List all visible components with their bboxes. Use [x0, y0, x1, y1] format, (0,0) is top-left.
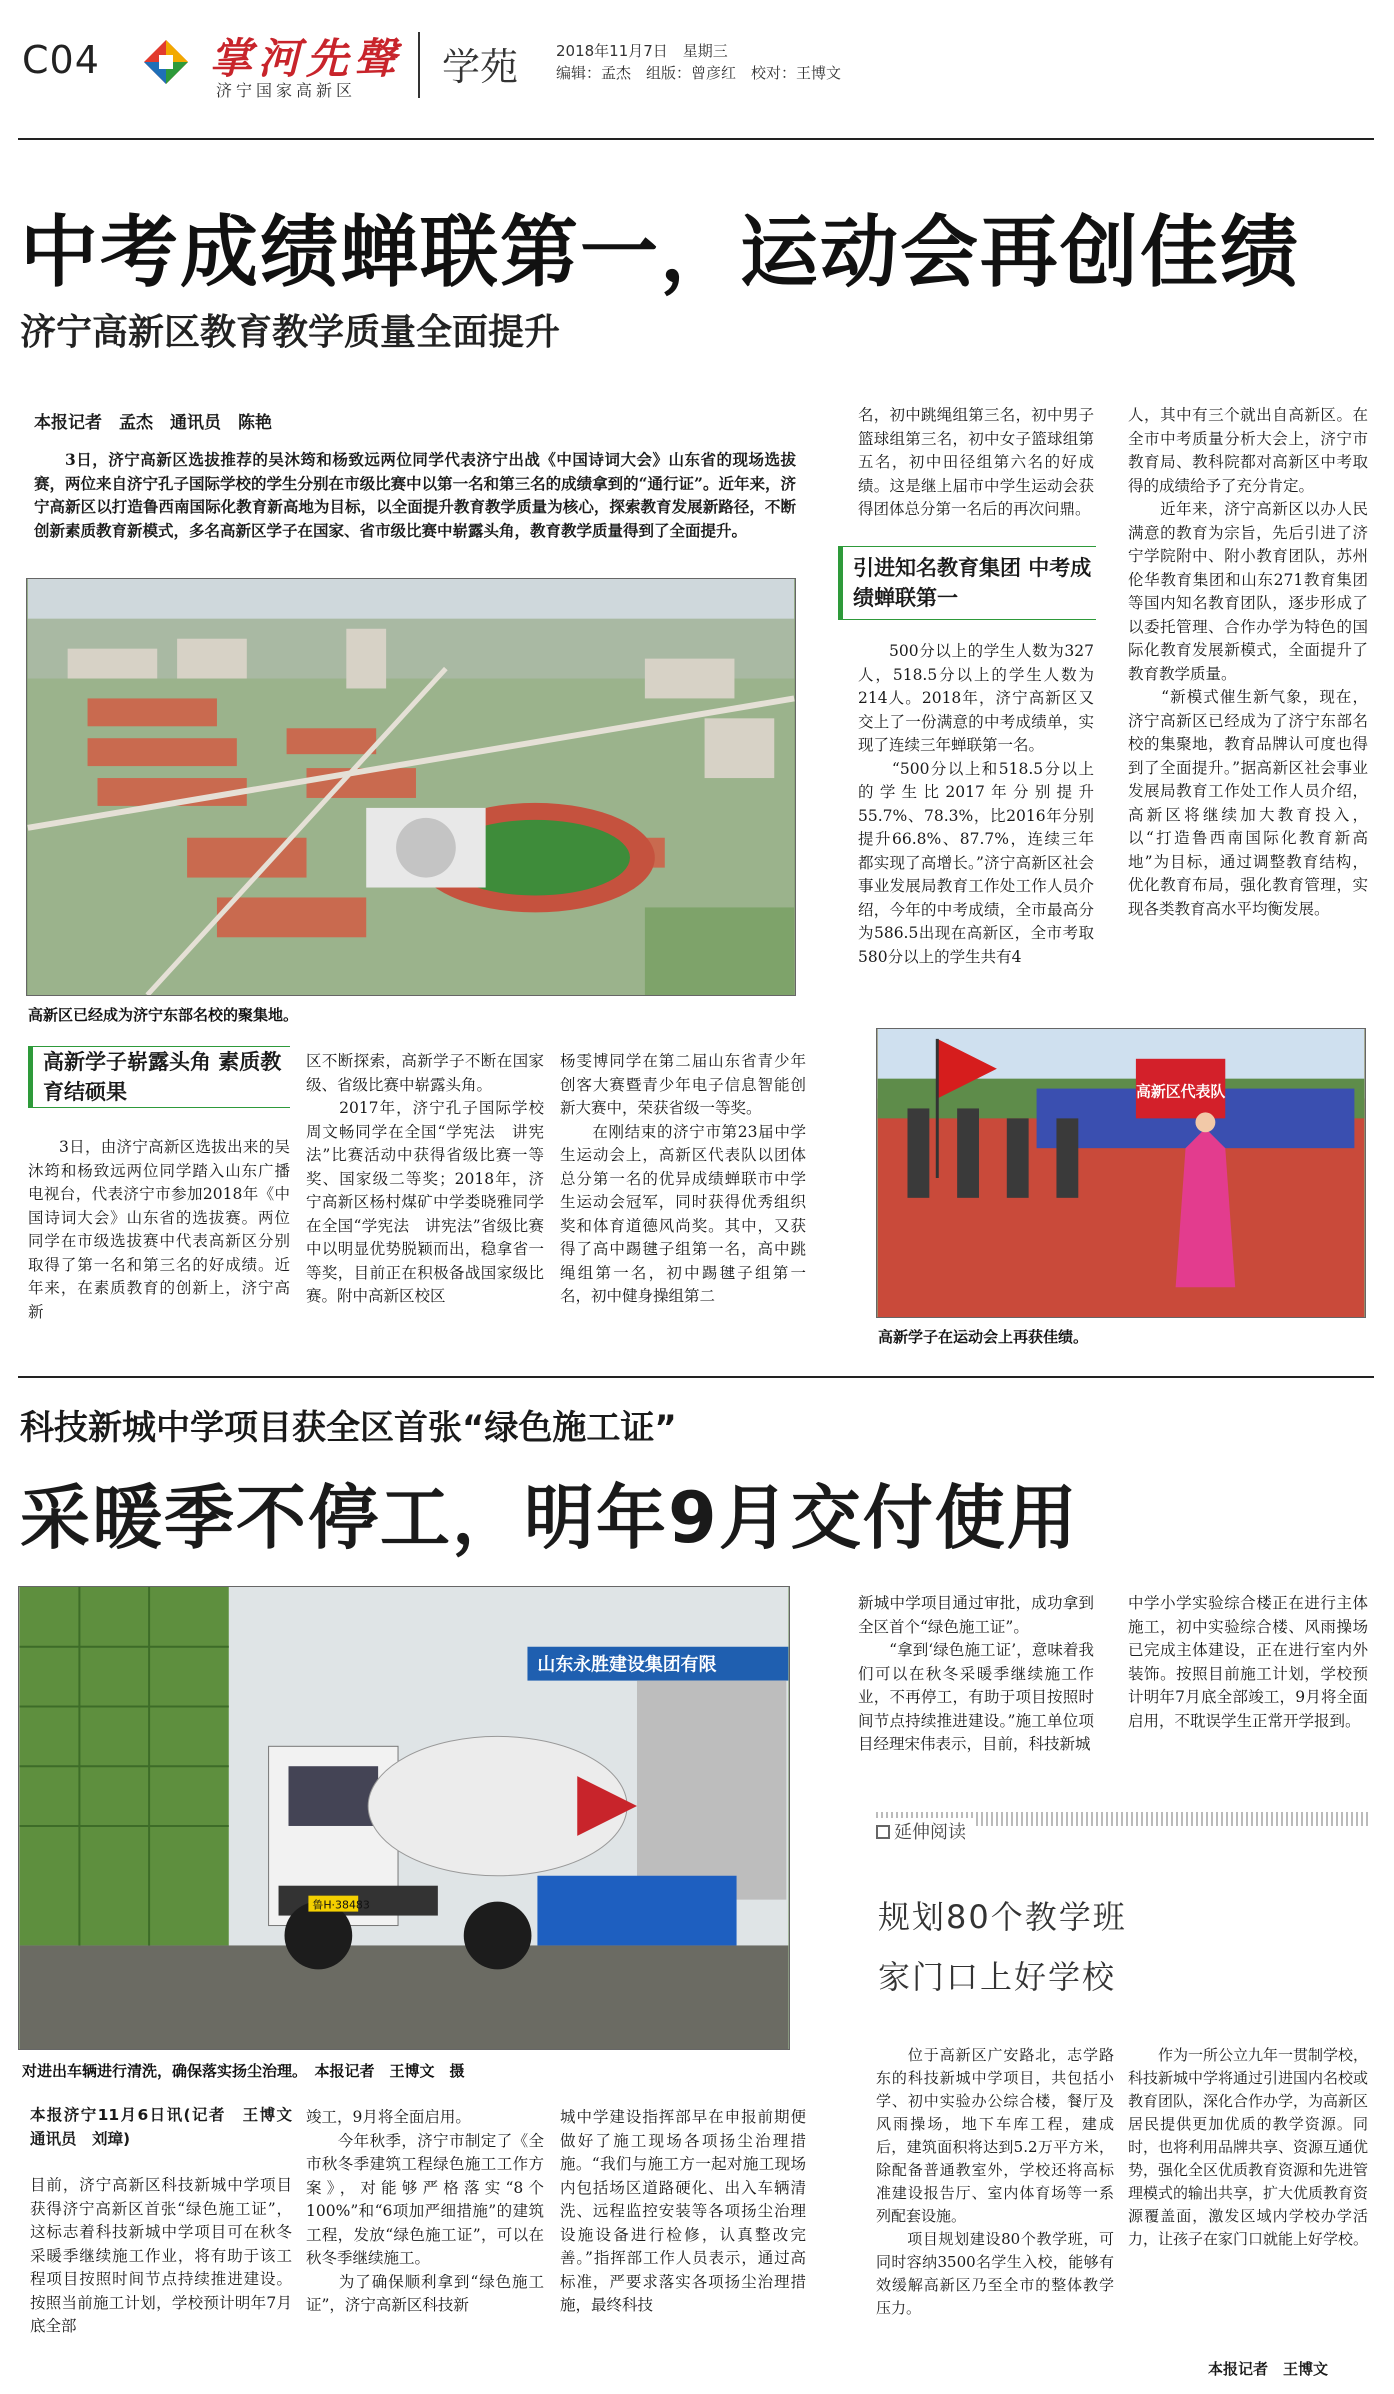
article1-headline: 中考成绩蝉联第一，运动会再创佳绩 — [20, 208, 1301, 298]
article1-col2: 区不断探索，高新学子不断在国家级、省级比赛中崭露头角。 2017年，济宁孔子国际学校周文畅同学在全国“学宪法 讲宪法”比赛活动中获得省级比赛一等奖、国家级二等奖；2018年，济宁高新区杨村煤矿中学娄晓雅同学在全国“学宪法 讲宪法”省级比赛中以明显优势脱颖而出，稳拿省一等奖，目前正在积极备战国家级比赛。附中高新区校区 — [306, 1052, 544, 1305]
article1-col5: 人，其中有三个就出自高新区。在全市中考质量分析大会上，济宁市教育局、教科院都对高新区中考取得的成绩给予了充分肯定。 近年来，济宁高新区以办人民满意的教育为宗旨，先后引进了济宁学院附中、附小教育团队，苏州伦华教育集团和山东271教育集团等国内知名教育团队，逐步形成了以委托管理、合作办学为特色的国际化教育发展新模式，全面提升了教育教学质量。 “新模式催生新气象，现在，济宁高新区已经成为了济宁东部名校的集聚地，教育品牌认可度也得到了全面提升。”据高新区社会事业发展局教育工作处工作人员介绍，高新区将继续加大教育投入，以“打造鲁西南国际化教育新高地”为目标，通过调整教育结构，优化教育布局，强化教育管理，实现各类教育高水平均衡发展。 — [1128, 406, 1368, 918]
article2-headline: 采暖季不停工，明年9月交付使用 — [20, 1477, 1079, 1559]
editor-credits: 编辑：孟杰 组版：曾彦红 校对：王博文 — [556, 64, 842, 82]
aerial-photo-caption: 高新区已经成为济宁东部名校的聚集地。 — [28, 1006, 299, 1024]
article2-kicker: 科技新城中学项目获全区首张“绿色施工证” — [20, 1408, 677, 1448]
header-rule — [18, 138, 1374, 140]
section-divider — [18, 1376, 1374, 1378]
article2-col5: 中学小学实验综合楼正在进行主体施工，初中实验综合楼、风雨操场已完成主体建设，正在进行室内外装饰。按照目前施工计划，学校预计明年7月底全部竣工，9月将全面启用，不耽误学生正常开学报到。 — [1128, 1594, 1368, 1730]
article1-col1: 3日，由济宁高新区选拔出来的吴沐筠和杨致远两位同学踏入山东广播电视台，代表济宁市参加2018年《中国诗词大会》山东省的选拔赛。两位同学在市级选拔赛中代表高新区分别取得了第一名和第三名的好成绩。近年来，在素质教育的创新上，济宁高新 — [28, 1138, 290, 1321]
article2-col4: 新城中学项目通过审批，成功拿到全区首个“绿色施工证”。 “拿到‘绿色施工证’，意味着我们可以在秋冬采暖季继续施工作业，不再停工，有助于项目按照时间节点持续推进建设。”施工单位项目经理宋伟表示，目前，科技新城 — [858, 1594, 1094, 1753]
article1-col4b: 500分以上的学生人数为327人，518.5分以上的学生人数为214人。2018年，济宁高新区又交上了一份满意的中考成绩单，实现了连续三年蝉联第一名。 “500分以上和518.5分以上的学生比2017年分别提升55.7%、78.3%，比2016年分别提升66.8%、87.7%，连续三年都实现了高增长。”济宁高新区社会事业发展局教育工作处工作人员介绍，今年的中考成绩，全市最高分为586.5出现在高新区，全市考取580分以上的学生共有4 — [858, 642, 1094, 966]
issue-date: 2018年11月7日 星期三 — [556, 42, 728, 60]
truck-photo-caption: 对进出车辆进行清洗，确保落实扬尘治理。 本报记者 王博文 摄 — [22, 2062, 465, 2080]
article1-col3: 杨雯博同学在第二届山东省青少年创客大赛暨青少年电子信息智能创新大赛中，荣获省级一等奖。 在刚结束的济宁市第23届中学生运动会上，高新区代表队以团体总分第一名的优异成绩蝉联市中学生运动会冠军，同时获得优秀组织奖和体育道德风尚奖。其中，又获得了高中踢毽子组第一名，高中跳绳组第一名，初中踢毽子组第一名，初中健身操组第二 — [560, 1052, 806, 1305]
extended-col1: 位于高新区广安路北，志学路东的科技新城中学项目，共包括小学、初中实验办公综合楼，餐厅及风雨操场，地下车库工程，建成后，建筑面积将达到5.2万平方米，除配备普通教室外，学校还将高标准建设报告厅、室内体育场等一系列配套设施。 项目规划建设80个教学班，可同时容纳3500名学生入校，能够有效缓解高新区乃至全市的整体教学压力。 — [876, 2046, 1114, 2317]
article2-col2: 竣工，9月将全面启用。 今年秋季，济宁市制定了《全市秋冬季建筑工程绿色施工工作方案》，对能够严格落实“8个100%”和“6项加严细措施”的建筑工程，发放“绿色施工证”，可以在秋冬季继续施工。 为了确保顺利拿到“绿色施工证”，济宁高新区科技新 — [306, 2108, 544, 2314]
team-banner-text: 高新区代表队 — [1135, 1082, 1226, 1101]
extended-reading-label: 延伸阅读 — [894, 1822, 966, 1843]
newspaper-brand-sub: 济宁国家高新区 — [216, 81, 357, 100]
extended-title-line1: 规划80个教学班 — [878, 1898, 1127, 1936]
article2-col1: 目前，济宁高新区科技新城中学项目获得济宁高新区首张“绿色施工证”，这标志着科技新城中学项目可在秋冬采暖季继续施工作业，将有助于该工程项目按照时间节点持续推进建设。按照当前施工计划，学校预计明年7月底全部 — [30, 2176, 292, 2335]
sports-meet-photo — [876, 1028, 1366, 1318]
construction-truck-photo — [18, 1586, 790, 2050]
sports-photo-caption: 高新学子在运动会上再获佳绩。 — [878, 1328, 1089, 1346]
aerial-campus-photo — [26, 578, 796, 996]
article1-lead: 3日，济宁高新区选拔推荐的吴沐筠和杨致远两位同学代表济宁出战《中国诗词大会》山东省的现场选拔赛，两位来自济宁孔子国际学校的学生分别在市级比赛中以第一名和第三名的成绩拿到的“通行证”。近年来，济宁高新区以打造鲁西南国际化教育新高地为目标，以全面提升教育教学质量为核心，探索教育发展新路径，不断创新素质教育新模式，多名高新区学子在国家、省市级比赛中崭露头角，教育教学质量得到了全面提升。 — [34, 450, 796, 540]
newspaper-logo-icon — [140, 36, 192, 88]
extended-reading-icon — [876, 1825, 890, 1839]
article1-subhead: 济宁高新区教育教学质量全面提升 — [20, 312, 561, 353]
article2-dateline: 本报济宁11月6日讯(记者 王博文 通讯员 刘璋) — [30, 2106, 308, 2148]
truck-plate: 鲁H·38483 — [312, 1898, 370, 1912]
subtitle-education-groups: 引进知名教育集团 中考成绩蝉联第一 — [838, 546, 1096, 620]
newspaper-brand: 掌河先聲 — [210, 34, 403, 83]
article2-col3: 城中学建设指挥部早在申报前期便做好了施工现场各项扬尘治理措施。“我们与施工方一起对施工现场内包括场区道路硬化、出入车辆清洗、远程监控安装等各项扬尘治理设施设备进行检修，认真整改完善。”指挥部工作人员表示，通过高标准，严要求落实各项扬尘治理措施，最终科技 — [560, 2108, 806, 2314]
section-name: 学苑 — [442, 45, 519, 89]
article1-col4a: 名，初中跳绳组第三名，初中男子篮球组第三名，初中女子篮球组第五名，初中田径组第六名的好成绩。这是继上届市中学生运动会获得团体总分第一名后的再次问鼎。 — [858, 406, 1094, 518]
subtitle-talents: 高新学子崭露头角 素质教育结硕果 — [28, 1046, 290, 1108]
extended-col2: 作为一所公立九年一贯制学校，科技新城中学将通过引进国内名校或教育团队，深化合作办学，为高新区居民提供更加优质的教学资源。同时，也将利用品牌共享、资源互通优势，强化全区优质教育资源和先进管理模式的输出共享，扩大优质教育资源覆盖面，激发区域内学校办学活力，让孩子在家门口就能上好学校。 — [1128, 2046, 1369, 2248]
extended-reading-tag — [876, 1818, 974, 1844]
extended-signature: 本报记者 王博文 — [1208, 2360, 1329, 2378]
construction-company-sign: 山东永胜建设集团有限 — [537, 1654, 717, 1676]
header-divider — [418, 32, 420, 98]
article1-byline: 本报记者 孟杰 通讯员 陈艳 — [34, 413, 272, 433]
page-number: C04 — [22, 38, 100, 82]
extended-title-line2: 家门口上好学校 — [878, 1958, 1117, 1996]
